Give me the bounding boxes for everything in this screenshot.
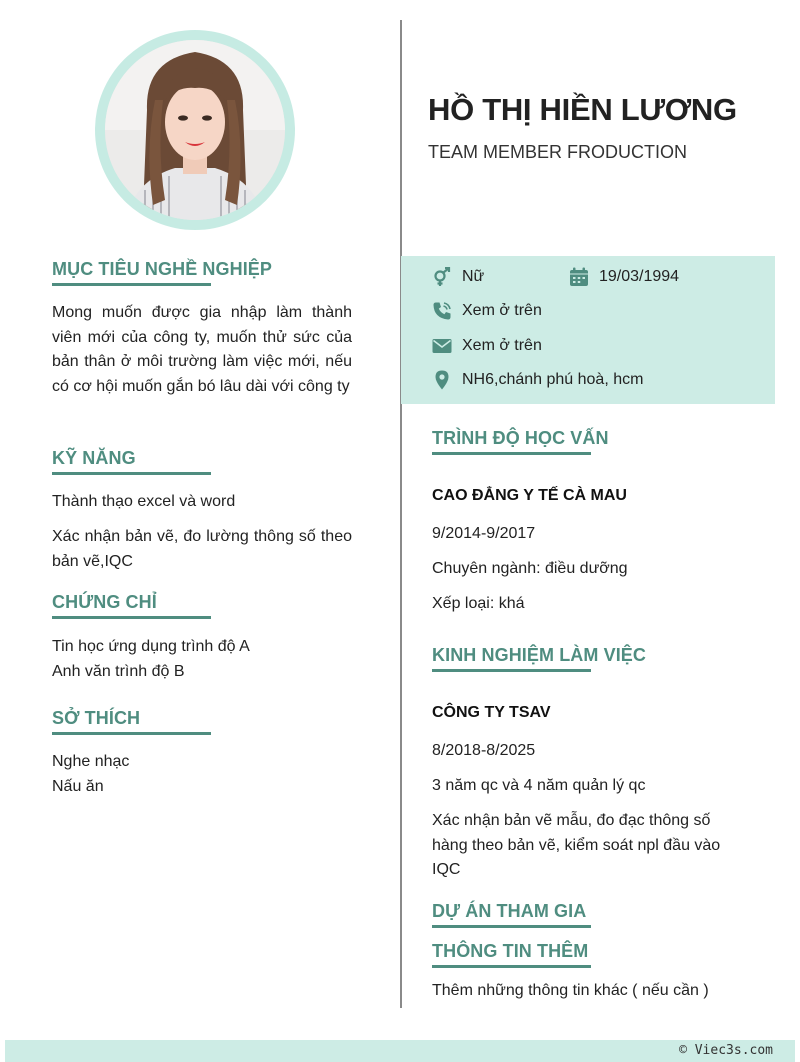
objective-text: Mong muốn được gia nhập làm thành viên mới của công ty, muốn thử sức của bản thân ở môi trường làm việc mới, nếu có cơ hội muốn gắn bó lâu dài với công ty bbox=[52, 304, 352, 395]
experience-period: 8/2018-8/2025 bbox=[432, 742, 536, 759]
education-school: CAO ĐẲNG Y TẾ CÀ MAU bbox=[432, 487, 627, 504]
skills-title: KỸ NĂNG bbox=[52, 448, 136, 468]
experience-title: KINH NGHIỆM LÀM VIỆC bbox=[432, 645, 647, 665]
hobby-item: Nghe nhạc bbox=[52, 753, 130, 770]
calendar-icon bbox=[569, 267, 589, 287]
skill-item: Thành thạo excel và word bbox=[52, 493, 236, 510]
experience-company: CÔNG TY TSAV bbox=[432, 704, 551, 721]
contact-panel bbox=[401, 256, 775, 404]
address-value: NH6,chánh phú hoà, hcm bbox=[462, 371, 644, 388]
contact-gender bbox=[432, 267, 484, 287]
footer-bar bbox=[5, 1040, 795, 1062]
email-value: Xem ở trên bbox=[462, 337, 542, 354]
skill-item: Xác nhận bản vẽ, đo lường thông số theo bản vẽ,IQC bbox=[52, 528, 352, 570]
avatar bbox=[105, 40, 285, 220]
skills-underline bbox=[52, 472, 211, 475]
certificate-item: Anh văn trình độ B bbox=[52, 663, 185, 680]
contact-birthdate bbox=[569, 267, 679, 287]
projects-title: DỰ ÁN THAM GIA bbox=[432, 901, 587, 921]
hobby-item: Nấu ăn bbox=[52, 778, 104, 795]
experience-summary: 3 năm qc và 4 năm quản lý qc bbox=[432, 777, 646, 794]
contact-phone bbox=[432, 301, 542, 321]
avatar-ring bbox=[95, 30, 295, 230]
experience-detail: Xác nhận bản vẽ mẫu, đo đạc thông số hàng theo bản vẽ, kiểm soát npl đầu vào IQC bbox=[432, 812, 721, 878]
objective-title: MỤC TIÊU NGHỀ NGHIỆP bbox=[52, 259, 273, 279]
gender-value: Nữ bbox=[462, 268, 485, 285]
footer-copyright[interactable]: © Viec3s.com bbox=[679, 1043, 773, 1058]
projects-underline bbox=[432, 925, 591, 928]
contact-address bbox=[432, 370, 643, 390]
contact-email bbox=[432, 336, 542, 356]
education-grade: Xếp loại: khá bbox=[432, 595, 525, 612]
hobbies-underline bbox=[52, 732, 211, 735]
column-divider bbox=[400, 20, 402, 1008]
avatar-photo bbox=[105, 40, 285, 220]
location-icon bbox=[432, 370, 452, 390]
extra-text: Thêm những thông tin khác ( nếu cần ) bbox=[432, 982, 709, 999]
certificates-title: CHỨNG CHỈ bbox=[52, 592, 157, 612]
hobbies-title: SỞ THÍCH bbox=[52, 708, 141, 728]
objective-underline bbox=[52, 283, 211, 286]
education-period: 9/2014-9/2017 bbox=[432, 525, 536, 542]
extra-underline bbox=[432, 965, 591, 968]
profile-name: HỒ THỊ HIỀN LƯƠNG bbox=[428, 92, 737, 127]
phone-icon bbox=[432, 301, 452, 321]
phone-value: Xem ở trên bbox=[462, 302, 542, 319]
education-title: TRÌNH ĐỘ HỌC VẤN bbox=[432, 428, 609, 448]
experience-underline bbox=[432, 669, 591, 672]
certificate-item: Tin học ứng dụng trình độ A bbox=[52, 638, 250, 655]
certificates-underline bbox=[52, 616, 211, 619]
education-major: Chuyên ngành: điều dưỡng bbox=[432, 560, 628, 577]
extra-title: THÔNG TIN THÊM bbox=[432, 941, 589, 961]
gender-icon bbox=[432, 267, 452, 287]
email-icon bbox=[432, 336, 452, 356]
education-underline bbox=[432, 452, 591, 455]
profile-role: TEAM MEMBER FRODUCTION bbox=[428, 142, 687, 162]
birthdate-value: 19/03/1994 bbox=[599, 268, 680, 285]
